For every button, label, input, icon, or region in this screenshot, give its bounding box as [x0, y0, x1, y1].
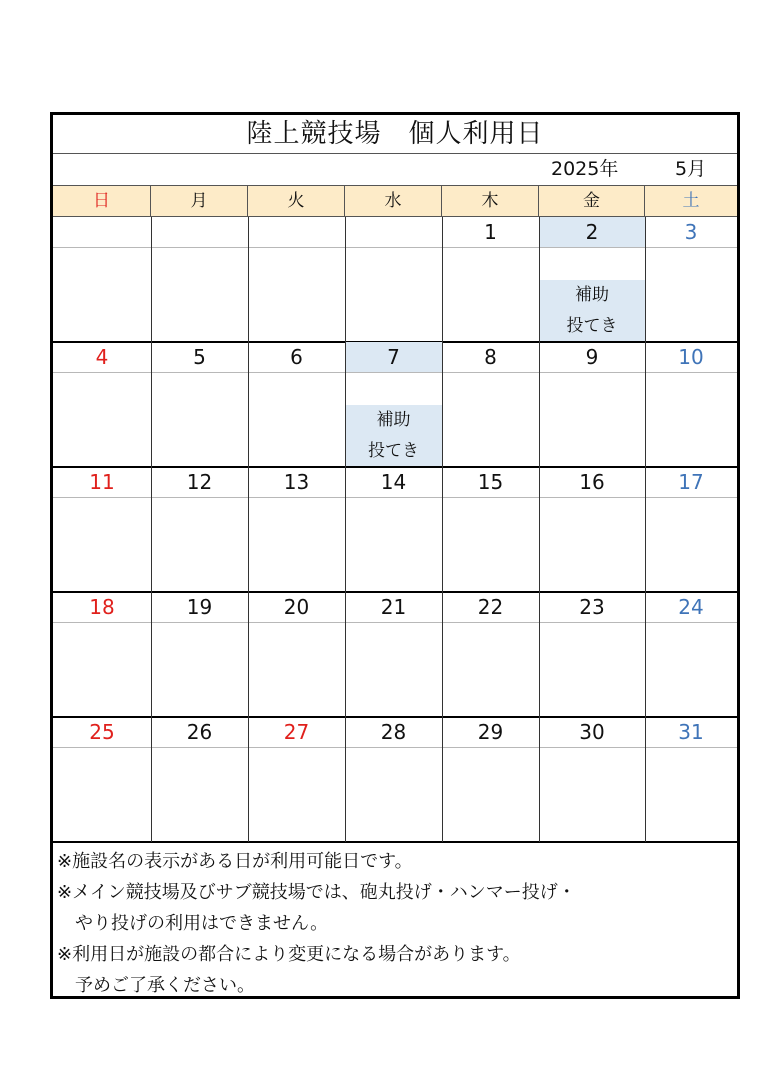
day-number: 18 [53, 592, 151, 623]
weekday-thu: 木 [442, 186, 539, 216]
day-cell [442, 717, 539, 842]
day-cell [53, 592, 151, 717]
day-cell [151, 467, 248, 592]
day-cell [53, 467, 151, 592]
note-line: ※施設名の表示がある日が利用可能日です。 [57, 851, 413, 872]
weekday-mon: 月 [151, 186, 248, 216]
facility-label-line1: 補助 [575, 285, 609, 305]
day-cell [442, 467, 539, 592]
day-cell [539, 592, 645, 717]
column-divider [345, 217, 346, 842]
day-cell [645, 717, 737, 842]
day-number: 20 [248, 592, 345, 623]
day-cell [645, 342, 737, 467]
day-cell [645, 217, 737, 342]
day-cell [248, 717, 345, 842]
day-cell [539, 467, 645, 592]
facility-label-line2: 投てき [566, 316, 618, 336]
day-cell [442, 342, 539, 467]
weekday-sun: 日 [53, 186, 151, 216]
day-number [53, 217, 151, 248]
day-cell [345, 342, 442, 467]
day-cell [645, 592, 737, 717]
day-number: 19 [151, 592, 248, 623]
year-month-row [53, 154, 737, 186]
weekday-tue: 火 [248, 186, 345, 216]
day-number: 9 [539, 342, 645, 373]
day-cell [345, 592, 442, 717]
day-number: 29 [442, 717, 539, 748]
day-number: 16 [539, 467, 645, 498]
day-number: 2 [539, 217, 645, 248]
note-line: ※メイン競技場及びサブ競技場では、砲丸投げ・ハンマー投げ・ [57, 882, 576, 903]
day-number: 23 [539, 592, 645, 623]
year-label: 2025年 [551, 158, 619, 180]
day-number [345, 217, 442, 248]
column-divider [151, 217, 152, 842]
day-cell [645, 467, 737, 592]
day-cell [248, 342, 345, 467]
calendar [50, 112, 740, 999]
weekday-fri: 金 [539, 186, 645, 216]
day-number: 5 [151, 342, 248, 373]
day-cell [151, 717, 248, 842]
day-cell [345, 217, 442, 342]
day-number: 25 [53, 717, 151, 748]
day-number: 27 [248, 717, 345, 748]
day-number: 12 [151, 467, 248, 498]
column-divider [539, 217, 540, 842]
day-number: 8 [442, 342, 539, 373]
month-label: 5月 [675, 158, 707, 180]
day-number: 13 [248, 467, 345, 498]
day-cell [53, 217, 151, 342]
calendar-title: 陸上競技場 個人利用日 [53, 115, 737, 154]
facility-label [539, 280, 645, 342]
column-divider [645, 217, 646, 842]
day-cell [539, 217, 645, 342]
column-divider [442, 217, 443, 842]
facility-label [345, 405, 442, 467]
day-number: 10 [645, 342, 737, 373]
weekday-wed: 水 [345, 186, 442, 216]
weekday-header [53, 186, 737, 217]
day-number: 28 [345, 717, 442, 748]
day-cell [248, 592, 345, 717]
day-number: 21 [345, 592, 442, 623]
day-number: 7 [345, 342, 442, 373]
day-number: 17 [645, 467, 737, 498]
day-cell [442, 217, 539, 342]
day-number [151, 217, 248, 248]
day-number: 1 [442, 217, 539, 248]
day-number: 4 [53, 342, 151, 373]
day-cell [53, 717, 151, 842]
day-cell [151, 592, 248, 717]
weekday-sat: 土 [682, 191, 700, 211]
day-number: 30 [539, 717, 645, 748]
day-number: 26 [151, 717, 248, 748]
day-number: 15 [442, 467, 539, 498]
day-number: 3 [645, 217, 737, 248]
column-divider [248, 217, 249, 842]
day-cell [248, 217, 345, 342]
day-number: 31 [645, 717, 737, 748]
day-cell [345, 717, 442, 842]
day-number: 22 [442, 592, 539, 623]
week-divider [53, 841, 737, 843]
day-cell [248, 467, 345, 592]
day-cell [539, 342, 645, 467]
day-number: 24 [645, 592, 737, 623]
day-cell [53, 342, 151, 467]
day-cell [151, 342, 248, 467]
day-number [248, 217, 345, 248]
facility-label-line1: 補助 [376, 410, 411, 430]
day-number: 6 [248, 342, 345, 373]
day-number: 14 [345, 467, 442, 498]
day-cell [345, 467, 442, 592]
day-number: 11 [53, 467, 151, 498]
note-line: ※利用日が施設の都合により変更になる場合があります。 [57, 944, 521, 965]
day-cell [442, 592, 539, 717]
note-line: やり投げの利用はできません。 [57, 913, 329, 934]
facility-label-line2: 投てき [368, 441, 419, 461]
day-cell [151, 217, 248, 342]
note-line: 予めご了承ください。 [57, 975, 255, 996]
day-cell [539, 717, 645, 842]
